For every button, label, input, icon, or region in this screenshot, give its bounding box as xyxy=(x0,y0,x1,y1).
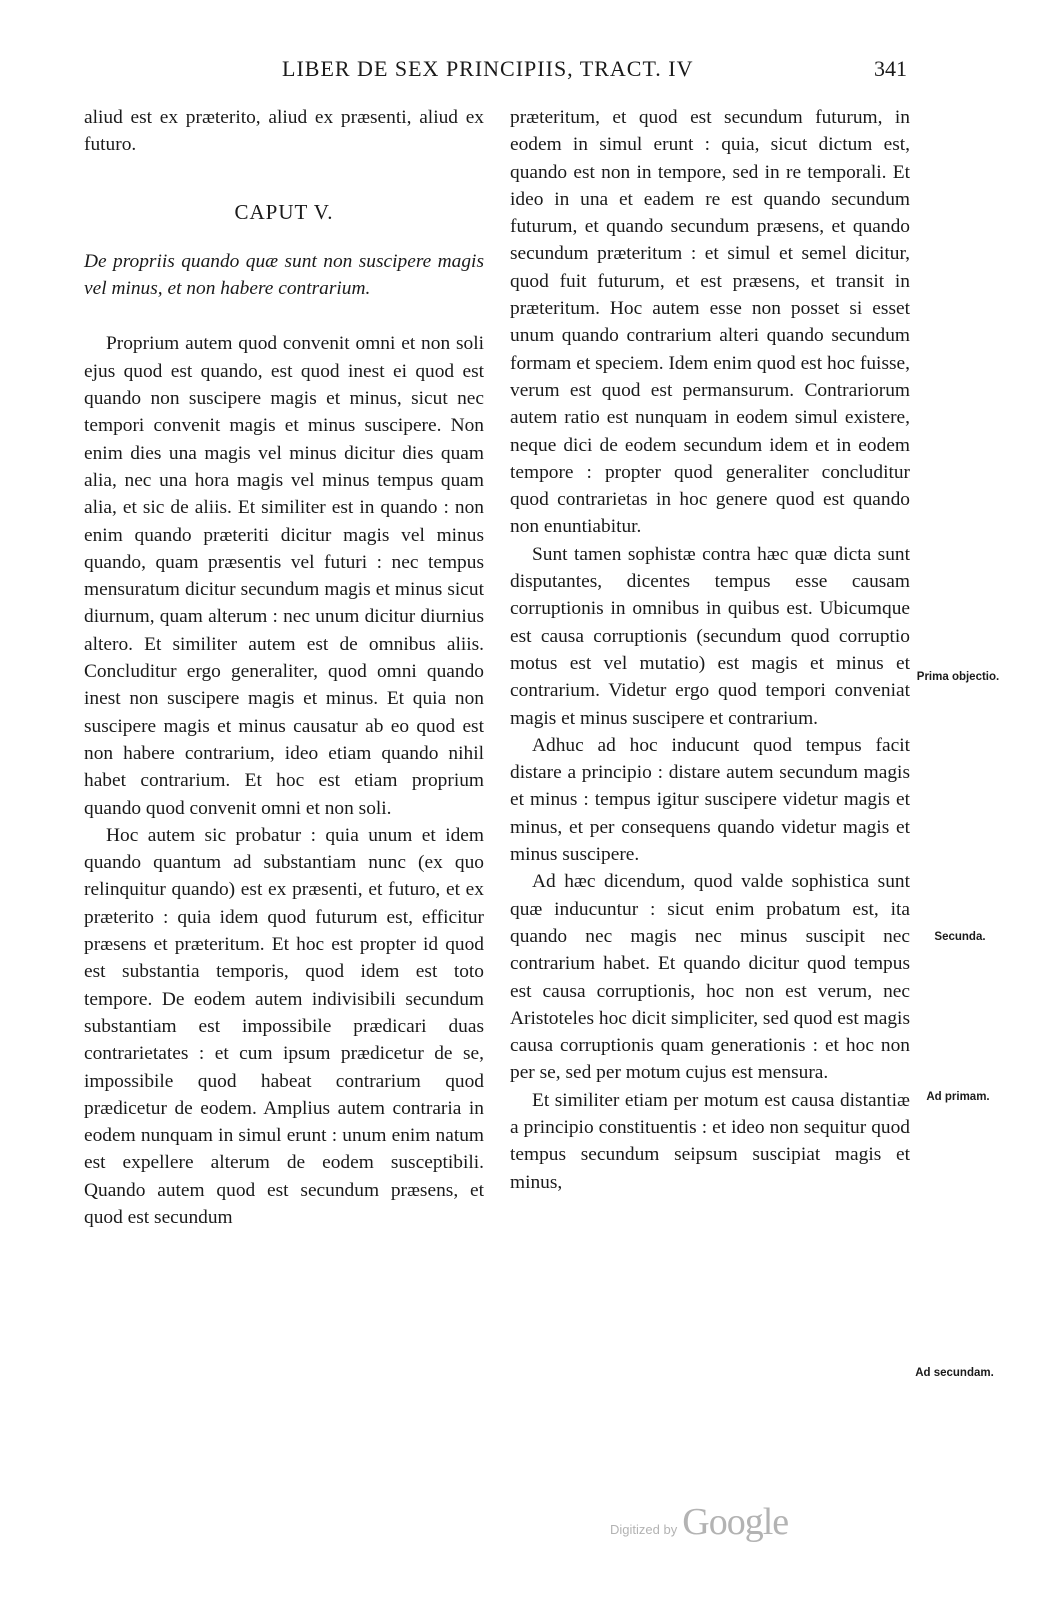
chapter-heading: CAPUT V. xyxy=(234,199,334,224)
page-number: 341 xyxy=(874,56,907,81)
paragraph: Sunt tamen sophistæ contra hæc quæ dicta sunt disputantes, dicentes tempus esse causam corruptionis in omnibus in quibus est. Ubicumque est causa corruptionis (secundum quod corruptio motus est vel mutatio) est magis et minus et contrarium. Videtur ergo quod tempori conveniat magis et minus suscipere et contrarium. xyxy=(510,543,910,729)
paragraph: Proprium autem quod convenit omni et non soli ejus quod est quando, est quod inest ei quod est quando non suscipere magis et minus, sicut nec tempori convenit magis et minus suscipere. Non enim dies una magis vel minus dicitur dies quam alia, nec una hora magis vel minus tempus quam alia, et sic de aliis. Et similiter est in quando : non enim quando præteriti dicitur magis vel minus quando, quam præsentis vel futuri : nec tempus mensuratum dicitur secundum magis et minus sicut diurnum, quam alterum : nec unum dicitur diurnius altero. Et similiter autem est de omnibus aliis. Concluditur ergo generaliter, quod omni quando inest non suscipere magis et minus. Et quia non suscipere magis et minus causatur ab eo quod est non habere contrarium, ideo etiam quando nihil habet contrarium. Et hoc est etiam proprium quando quod convenit omni et non soli. xyxy=(84,333,484,819)
paragraph: Ad hæc dicendum, quod valde sophistica sunt quæ inducuntur : sicut enim probatum est, ita quando nec magis nec minus suscipit nec contrarium habet. Et quando dicitur quod tempus est causa corruptionis, hoc non est verum, nec Aristoteles hoc dicit simpliciter, sed quod est magis causa corruptionis quam generationis : et hoc non per se, sed per motum cujus est mensura. xyxy=(510,871,910,1084)
marginal-note-prima-objectio: Prima objectio. xyxy=(916,671,1000,683)
running-head xyxy=(0,56,1062,92)
marginal-note-ad-secundam: Ad secundam. xyxy=(915,1367,994,1379)
opening-text: aliud est ex præterito, aliud ex præsenti, aliud ex futuro. xyxy=(84,107,484,156)
paragraph: præteritum, et quod est secundum futurum, in eodem in simul erunt : quia, sicut dictum est, quando est non in tempore, sed in re temporali. Et ideo in una et eadem re est quando secundum futurum, et quando secundum præsens, et quando secundum præteritum : et simul et semel dicitur, quod fuit futurum, et est præsens, et transit in præteritum. Hoc autem esse non posset si esset unum quando contrarium alteri quando secundum formam et speciem. Idem enim quod est hoc fuisse, verum est quod est permansurum. Contrariorum autem ratio est nunquam in eodem simul existere, neque dici de eodem secundum idem et in eodem tempore : propter quod generaliter concluditur quod contrarietas in hoc genere quod est quando non enuntiabitur. xyxy=(510,107,910,538)
right-column xyxy=(510,104,910,1196)
left-column xyxy=(84,104,484,1231)
paragraph: Et similiter etiam per motum est causa distantiæ a principio constituentis : et ideo non sequitur quod tempus secundum seipsum suscipiat magis et minus, xyxy=(510,1089,910,1193)
paragraph: Hoc autem sic probatur : quia unum et idem quando quantum ad substantiam nunc (ex quo relinquitur quando) est ex præsenti, et futuro, et ex præterito : quia idem quod futurum est, efficitur præsens et præteritum. Et hoc est propter id quod est substantia temporis, quod idem est toto tempore. De eodem autem indivisibili secundum substantiam est impossibile prædicari duas contrarietates : et cum ipsum prædicetur de se, impossibile quod habeat contrarium quod prædicetur de eodem. Amplius autem contraria in eodem nunquam in simul erunt : unum enim natum est expellere alterum de eodem susceptibili. Quando autem quod est secundum præsens, et quod est secundum xyxy=(84,824,484,1228)
paragraph: Adhuc ad hoc inducunt quod tempus facit distare a principio : distare autem secundum magis et minus : tempus igitur suscipere videtur magis et minus, et per consequens quando videtur magis et minus suscipere. xyxy=(510,734,910,866)
watermark-prefix: Digitized by xyxy=(610,1522,678,1537)
chapter-summary: De propriis quando quæ sunt non suscipere magis vel minus, et non habere contrarium. xyxy=(84,250,484,300)
google-logo: Google xyxy=(682,1501,789,1543)
marginal-note-ad-primam: Ad primam. xyxy=(926,1091,990,1103)
digitized-watermark xyxy=(610,1500,788,1544)
marginal-note-secunda: Secunda. xyxy=(934,931,986,943)
running-title: LIBER DE SEX PRINCIPIIS, TRACT. IV xyxy=(282,56,694,81)
